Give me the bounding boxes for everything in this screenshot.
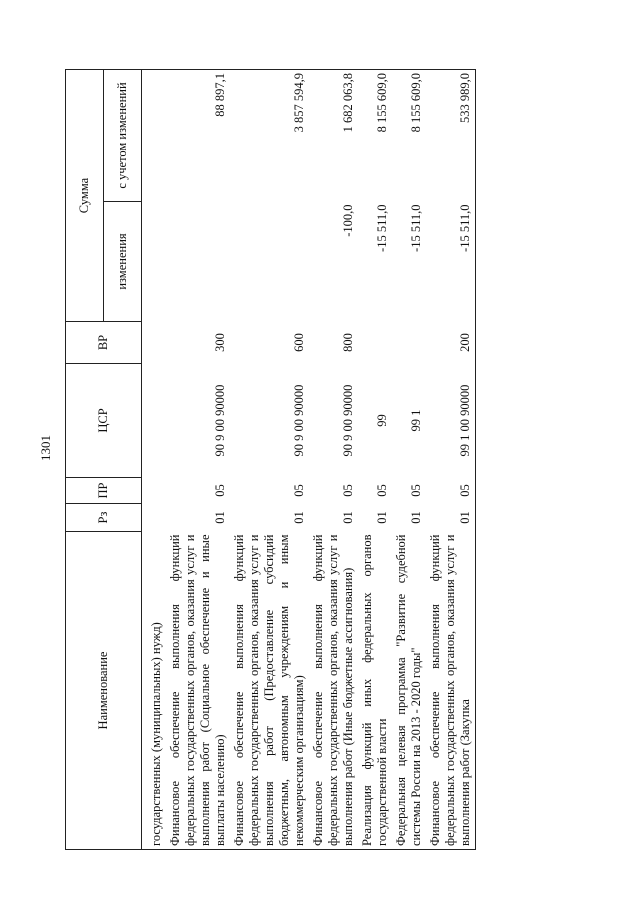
row-csr: 90 9 00 90000: [340, 384, 355, 457]
row-pr: 05: [408, 484, 423, 497]
row-with-changes: [142, 70, 166, 202]
row-name: Финансовое обеспечение выполнения функций федеральных государственных органов, оказания услуг и выполнения работ (Предоставление субсидий бюджетным, автономным учреждениям и иным некоммерческим организациям): [230, 532, 309, 850]
row-vr: 800: [340, 333, 355, 352]
row-csr: 90 9 00 90000: [212, 384, 227, 457]
header-changes: изменения: [104, 202, 142, 322]
table-row: [392, 70, 426, 850]
row-rz: 01: [291, 511, 306, 524]
table-row: [426, 70, 476, 850]
table-row: [230, 70, 309, 850]
header-sum: Сумма: [66, 70, 104, 322]
row-vr: 300: [212, 333, 227, 352]
row-pr: 05: [426, 478, 476, 504]
row-pr: 05: [212, 484, 227, 497]
row-name: Реализация функций иных федеральных органов государственной власти: [358, 532, 392, 850]
row-with-changes: 8 155 609,0: [392, 70, 426, 202]
row-name: Финансовое обеспечение выполнения функций федеральных государственных органов, оказания услуг и выполнения работ (Социальное обеспечение и иные выплаты населению): [166, 532, 230, 850]
table-row: [309, 70, 358, 850]
row-vr: 200: [426, 322, 476, 364]
row-changes: -15 511,0: [426, 202, 476, 322]
budget-table: [65, 69, 476, 850]
header-rz: Рз: [66, 504, 142, 532]
row-with-changes: 3 857 594,9: [230, 70, 309, 202]
row-rz: 01: [374, 511, 389, 524]
row-changes: -15 511,0: [374, 204, 389, 252]
row-with-changes: 88 897,1: [166, 70, 230, 202]
header-vr: ВР: [66, 322, 142, 364]
row-with-changes: 533 989,0: [426, 70, 476, 202]
row-pr: 05: [374, 484, 389, 497]
row-name: Финансовое обеспечение выполнения функций федеральных государственных органов, оказания услуг и выполнения работ (Иные бюджетные ассигнования): [309, 532, 358, 850]
header-name: Наименование: [66, 532, 142, 850]
row-rz: 01: [340, 511, 355, 524]
row-pr: [142, 478, 166, 504]
row-with-changes: 1 682 063,8: [309, 70, 358, 202]
row-vr: [358, 322, 392, 364]
row-name: Федеральная целевая программа "Развитие судебной системы России на 2013 - 2020 годы": [392, 532, 426, 850]
row-changes: [230, 202, 309, 322]
row-vr: [392, 322, 426, 364]
row-rz: 01: [426, 504, 476, 532]
row-pr: 05: [340, 484, 355, 497]
row-changes: [142, 202, 166, 322]
row-rz: 01: [408, 511, 423, 524]
header-pr: ПР: [66, 478, 142, 504]
row-changes: -100,0: [340, 204, 355, 237]
row-rz: [142, 504, 166, 532]
table-row: [358, 70, 392, 850]
header-with-changes: с учетом изменений: [104, 70, 142, 202]
table-row: [142, 70, 166, 850]
row-csr: [142, 364, 166, 478]
row-rz: 01: [212, 511, 227, 524]
row-name: Финансовое обеспечение выполнения функций федеральных государственных органов, оказания услуг и выполнения работ (Закупка: [426, 532, 476, 850]
row-csr: 99 1: [408, 409, 423, 432]
row-changes: -15 511,0: [408, 204, 423, 252]
row-pr: 05: [291, 484, 306, 497]
row-vr: 600: [291, 333, 306, 352]
table-row: [166, 70, 230, 850]
page-number: 1301: [38, 435, 53, 461]
row-csr: 90 9 00 90000: [291, 384, 306, 457]
row-vr: [142, 322, 166, 364]
row-csr: 99: [374, 414, 389, 427]
row-changes: [166, 202, 230, 322]
budget-table-container: [65, 70, 600, 850]
row-csr: 99 1 00 90000: [426, 364, 476, 478]
row-with-changes: 8 155 609,0: [358, 70, 392, 202]
header-csr: ЦСР: [66, 364, 142, 478]
row-name: государственных (муниципальных) нужд): [142, 532, 166, 850]
